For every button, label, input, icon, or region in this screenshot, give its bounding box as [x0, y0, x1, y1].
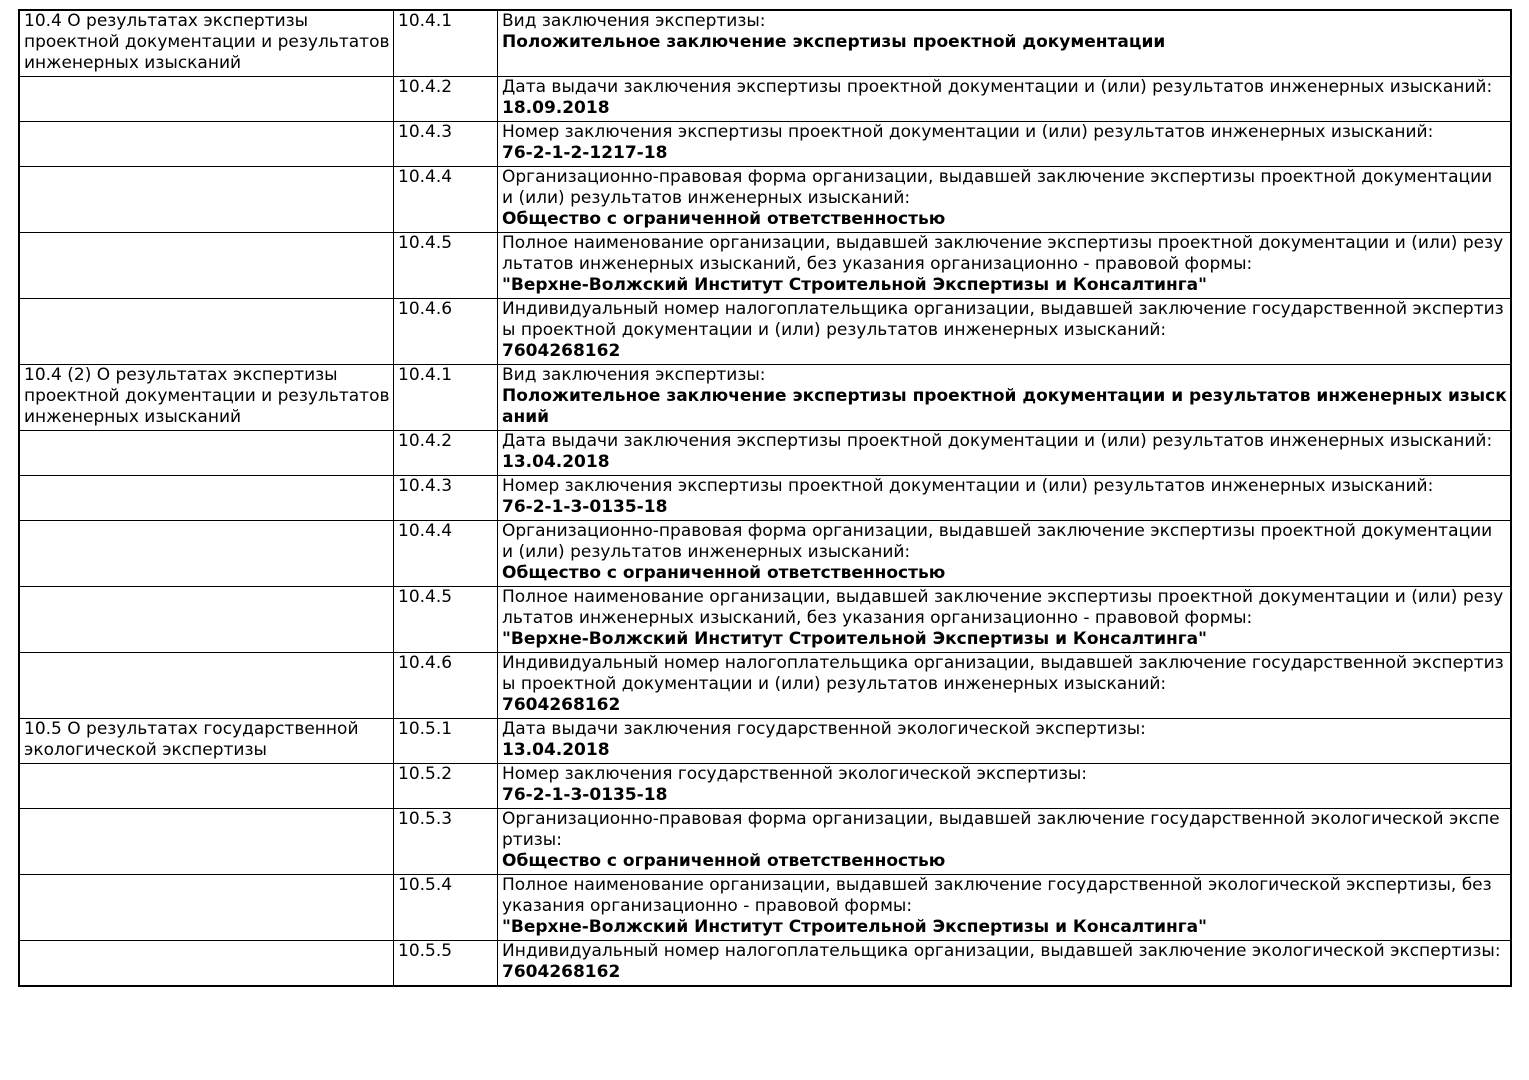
field-label: Индивидуальный номер налогоплательщика организации, выдавшей заключение государственной экспертизы проектной документации и (или) результатов инженерных изысканий: [502, 653, 1504, 694]
row-number-cell: 10.5.3 [394, 809, 498, 875]
table-row [19, 233, 1511, 299]
field-label: Номер заключения экспертизы проектной документации и (или) результатов инженерных изысканий: [502, 476, 1434, 496]
section-title-cell [19, 764, 394, 809]
field-value: 76-2-1-2-1217-18 [502, 143, 668, 163]
row-number-cell: 10.4.4 [394, 521, 498, 587]
section-title-cell [19, 941, 394, 987]
row-number-cell: 10.4.5 [394, 233, 498, 299]
row-number-cell: 10.4.3 [394, 122, 498, 167]
row-number-cell: 10.5.4 [394, 875, 498, 941]
row-content-cell [498, 809, 1512, 875]
table-row [19, 10, 1511, 77]
table-row [19, 365, 1511, 431]
row-content-cell [498, 10, 1512, 77]
row-content-cell [498, 431, 1512, 476]
table-row [19, 122, 1511, 167]
row-number-cell: 10.4.2 [394, 77, 498, 122]
field-value: 7604268162 [502, 695, 621, 715]
field-label: Организационно-правовая форма организации, выдавшей заключение государственной экологической экспертизы: [502, 809, 1500, 850]
section-title-cell [19, 587, 394, 653]
table-body [19, 10, 1511, 986]
field-value: Положительное заключение экспертизы проектной документации и результатов инженерных изысканий [502, 386, 1507, 427]
section-title-cell [19, 167, 394, 233]
table-row [19, 941, 1511, 987]
row-content-cell [498, 941, 1512, 987]
field-value: "Верхне-Волжский Институт Строительной Экспертизы и Консалтинга" [502, 917, 1207, 937]
row-content-cell [498, 122, 1512, 167]
field-value: 13.04.2018 [502, 452, 610, 472]
section-title-cell: 10.5 О результатах государственной экологической экспертизы [19, 719, 394, 764]
section-title-cell: 10.4 (2) О результатах экспертизы проектной документации и результатов инженерных изысканий [19, 365, 394, 431]
row-number-cell: 10.4.4 [394, 167, 498, 233]
field-label: Вид заключения экспертизы: [502, 365, 766, 385]
field-value: 18.09.2018 [502, 98, 610, 118]
table-row [19, 476, 1511, 521]
field-label: Полное наименование организации, выдавшей заключение государственной экологической экспертизы, без указания организационно - правовой формы: [502, 875, 1492, 916]
table-row [19, 299, 1511, 365]
field-value: Общество с ограниченной ответственностью [502, 851, 946, 871]
field-value: 76-2-1-3-0135-18 [502, 785, 668, 805]
row-number-cell: 10.4.6 [394, 653, 498, 719]
section-title-cell: 10.4 О результатах экспертизы проектной документации и результатов инженерных изысканий [19, 10, 394, 77]
row-content-cell [498, 233, 1512, 299]
field-label: Организационно-правовая форма организации, выдавшей заключение экспертизы проектной документации и (или) результатов инженерных изысканий: [502, 521, 1493, 562]
section-title-cell [19, 653, 394, 719]
section-title-cell [19, 122, 394, 167]
field-label: Полное наименование организации, выдавшей заключение экспертизы проектной документации и (или) результатов инженерных изысканий, без указания организационно - правовой формы: [502, 233, 1504, 274]
section-title-cell [19, 875, 394, 941]
field-label: Дата выдачи заключения экспертизы проектной документации и (или) результатов инженерных изысканий: [502, 431, 1493, 451]
row-number-cell: 10.4.1 [394, 365, 498, 431]
row-content-cell [498, 521, 1512, 587]
field-label: Номер заключения экспертизы проектной документации и (или) результатов инженерных изысканий: [502, 122, 1434, 142]
table-row [19, 521, 1511, 587]
field-label: Вид заключения экспертизы: [502, 11, 766, 31]
row-content-cell [498, 587, 1512, 653]
section-title-cell [19, 233, 394, 299]
field-value: 13.04.2018 [502, 740, 610, 760]
field-value: 7604268162 [502, 962, 621, 982]
row-number-cell: 10.5.2 [394, 764, 498, 809]
project-declaration-table [18, 9, 1512, 987]
section-title-cell [19, 299, 394, 365]
row-content-cell [498, 299, 1512, 365]
field-value: "Верхне-Волжский Институт Строительной Экспертизы и Консалтинга" [502, 275, 1207, 295]
field-label: Организационно-правовая форма организации, выдавшей заключение экспертизы проектной документации и (или) результатов инженерных изысканий: [502, 167, 1493, 208]
field-value: Положительное заключение экспертизы проектной документации [502, 32, 1166, 52]
row-number-cell: 10.4.2 [394, 431, 498, 476]
row-content-cell [498, 365, 1512, 431]
field-value: 76-2-1-3-0135-18 [502, 497, 668, 517]
section-title-cell [19, 77, 394, 122]
row-content-cell [498, 167, 1512, 233]
section-title-cell [19, 431, 394, 476]
row-number-cell: 10.4.1 [394, 10, 498, 77]
field-label: Индивидуальный номер налогоплательщика организации, выдавшей заключение государственной экспертизы проектной документации и (или) результатов инженерных изысканий: [502, 299, 1504, 340]
row-content-cell [498, 653, 1512, 719]
table-row [19, 167, 1511, 233]
field-label: Дата выдачи заключения экспертизы проектной документации и (или) результатов инженерных изысканий: [502, 77, 1493, 97]
table-row [19, 719, 1511, 764]
field-value: "Верхне-Волжский Институт Строительной Экспертизы и Консалтинга" [502, 629, 1207, 649]
table-row [19, 875, 1511, 941]
table-row [19, 809, 1511, 875]
table-row [19, 764, 1511, 809]
section-title-cell [19, 809, 394, 875]
field-label: Дата выдачи заключения государственной экологической экспертизы: [502, 719, 1146, 739]
table-row [19, 653, 1511, 719]
field-value: 7604268162 [502, 341, 621, 361]
table-row [19, 587, 1511, 653]
row-content-cell [498, 764, 1512, 809]
field-label: Номер заключения государственной экологической экспертизы: [502, 764, 1088, 784]
row-number-cell: 10.4.5 [394, 587, 498, 653]
row-number-cell: 10.4.6 [394, 299, 498, 365]
table-row [19, 431, 1511, 476]
row-content-cell [498, 476, 1512, 521]
section-title-cell [19, 521, 394, 587]
field-value: Общество с ограниченной ответственностью [502, 563, 946, 583]
row-content-cell [498, 875, 1512, 941]
row-content-cell [498, 719, 1512, 764]
section-title-cell [19, 476, 394, 521]
table-row [19, 77, 1511, 122]
row-number-cell: 10.5.5 [394, 941, 498, 987]
field-label: Полное наименование организации, выдавшей заключение экспертизы проектной документации и (или) результатов инженерных изысканий, без указания организационно - правовой формы: [502, 587, 1504, 628]
row-number-cell: 10.4.3 [394, 476, 498, 521]
field-label: Индивидуальный номер налогоплательщика организации, выдавшей заключение экологической экспертизы: [502, 941, 1501, 961]
row-number-cell: 10.5.1 [394, 719, 498, 764]
field-value: Общество с ограниченной ответственностью [502, 209, 946, 229]
row-content-cell [498, 77, 1512, 122]
